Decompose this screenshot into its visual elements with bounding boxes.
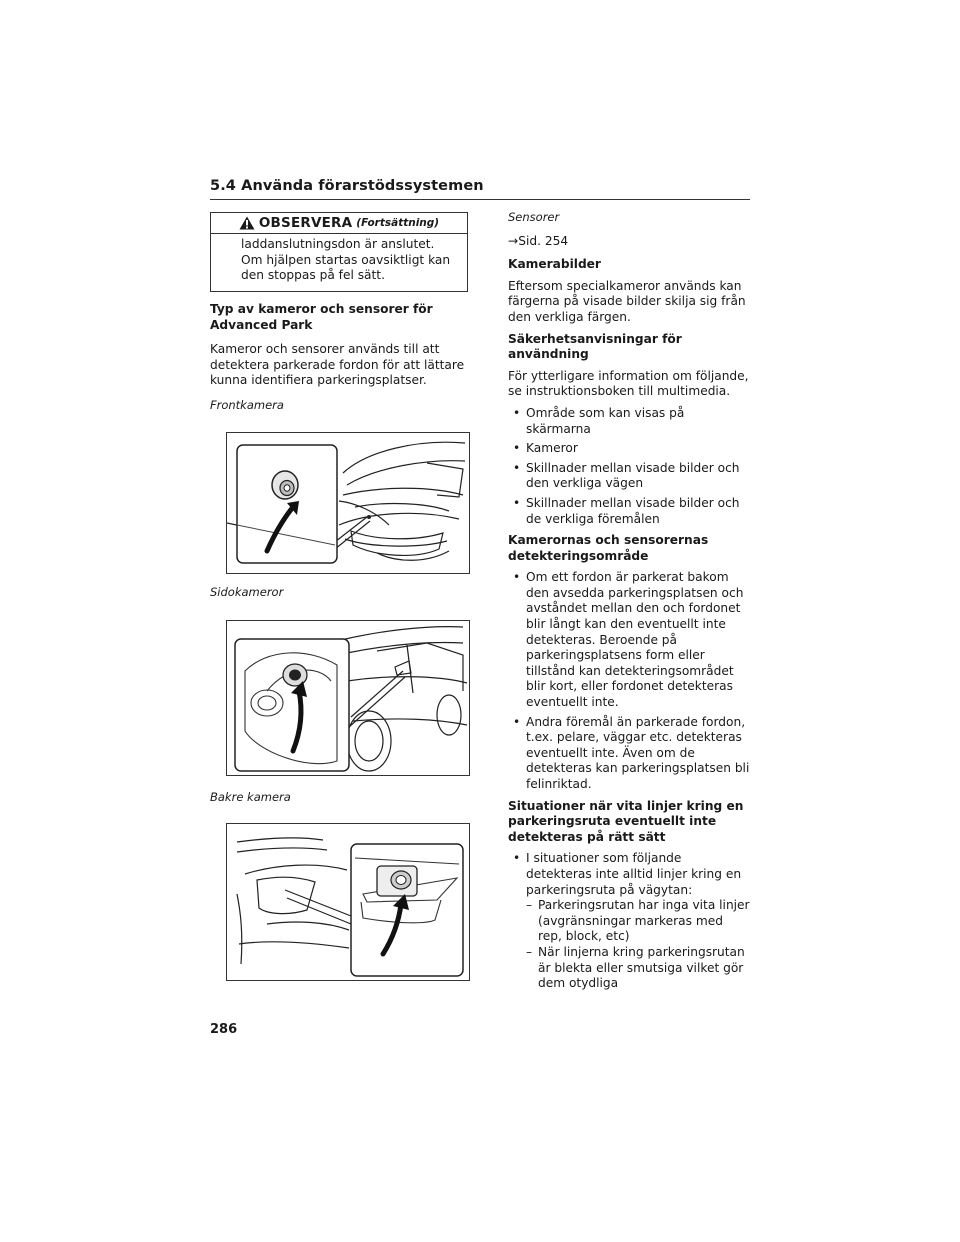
list-item: • Kameror	[508, 441, 750, 457]
notice-text: laddanslutningsdon är anslutet. Om hjälpen startas oavsiktligt kan den stoppas på fel sätt.	[241, 237, 451, 283]
notice-header	[211, 213, 467, 234]
lines-sublist	[508, 898, 750, 992]
side-camera-figure	[226, 620, 470, 776]
notice-title: OBSERVERA	[258, 215, 353, 231]
safety-list	[508, 406, 750, 527]
front-camera-illustration	[227, 433, 469, 573]
lines-heading: Situationer när vita linjer kring en parkeringsruta eventuellt inte detekteras på rätt sätt	[508, 798, 744, 844]
side-camera-caption: Sidokameror	[210, 585, 284, 599]
rear-camera-caption: Bakre kamera	[210, 790, 291, 804]
warning-icon	[239, 216, 255, 230]
detection-heading: Kamerornas och sensorernas detekteringsområde	[508, 533, 709, 563]
left-intro: Kameror och sensorer används till att detektera parkerade fordon för att lättare kunna identifiera parkeringsplatser.	[210, 342, 465, 388]
list-item: • Om ett fordon är parkerat bakom den avsedda parkeringsplatsen och avståndet mellan den och fordonet blir långt kan den eventuellt inte detekteras. Beroende på parkeringsplatsens form eller tillstånd kan detekteringsområdet blir kort, eller fordonet detekteras eventuellt inte.	[508, 570, 750, 710]
list-item: • Område som kan visas på skärmarna	[508, 406, 750, 437]
section-divider	[210, 199, 750, 200]
detection-list	[508, 570, 750, 792]
safety-heading: Säkerhetsanvisningar för användning	[508, 331, 682, 362]
list-item: • Skillnader mellan visade bilder och den verkliga vägen	[508, 461, 750, 492]
front-camera-caption: Frontkamera	[210, 398, 284, 412]
right-column	[508, 210, 750, 992]
section-header: 5.4 Använda förarstödssystemen	[210, 178, 484, 194]
sensors-page-link[interactable]: →Sid. 254	[508, 233, 569, 248]
list-item: • Skillnader mellan visade bilder och de verkliga föremålen	[508, 496, 750, 527]
list-item: • Andra föremål än parkerade fordon, t.ex. pelare, väggar etc. detekteras eventuellt inte. Även om de detekteras kan parkeringsplatsen bli felinriktad.	[508, 715, 750, 793]
left-heading: Typ av kameror och sensorer för Advanced Park	[210, 302, 433, 332]
notice-box	[210, 212, 468, 292]
sensors-caption: Sensorer	[508, 210, 560, 224]
rear-camera-illustration	[227, 824, 469, 980]
side-camera-illustration	[227, 621, 469, 775]
camera-images-text: Eftersom specialkameror används kan färgerna på visade bilder skilja sig från den verkliga färgen.	[508, 278, 746, 324]
list-item: – Parkeringsrutan har inga vita linjer (avgränsningar markeras med rep, block, etc)	[508, 898, 750, 945]
front-camera-figure	[226, 432, 470, 574]
page-number: 286	[210, 1022, 238, 1037]
list-item: • I situationer som följande detekteras inte alltid linjer kring en parkeringsruta på vägytan:	[508, 851, 750, 898]
rear-camera-figure	[226, 823, 470, 981]
camera-images-heading: Kamerabilder	[508, 257, 601, 272]
lines-list	[508, 851, 750, 898]
safety-text: För ytterligare information om följande, se instruktionsboken till multimedia.	[508, 368, 749, 399]
notice-subtitle: (Fortsättning)	[356, 217, 440, 229]
list-item: – När linjerna kring parkeringsrutan är blekta eller smutsiga vilket gör dem otydliga	[508, 945, 750, 992]
